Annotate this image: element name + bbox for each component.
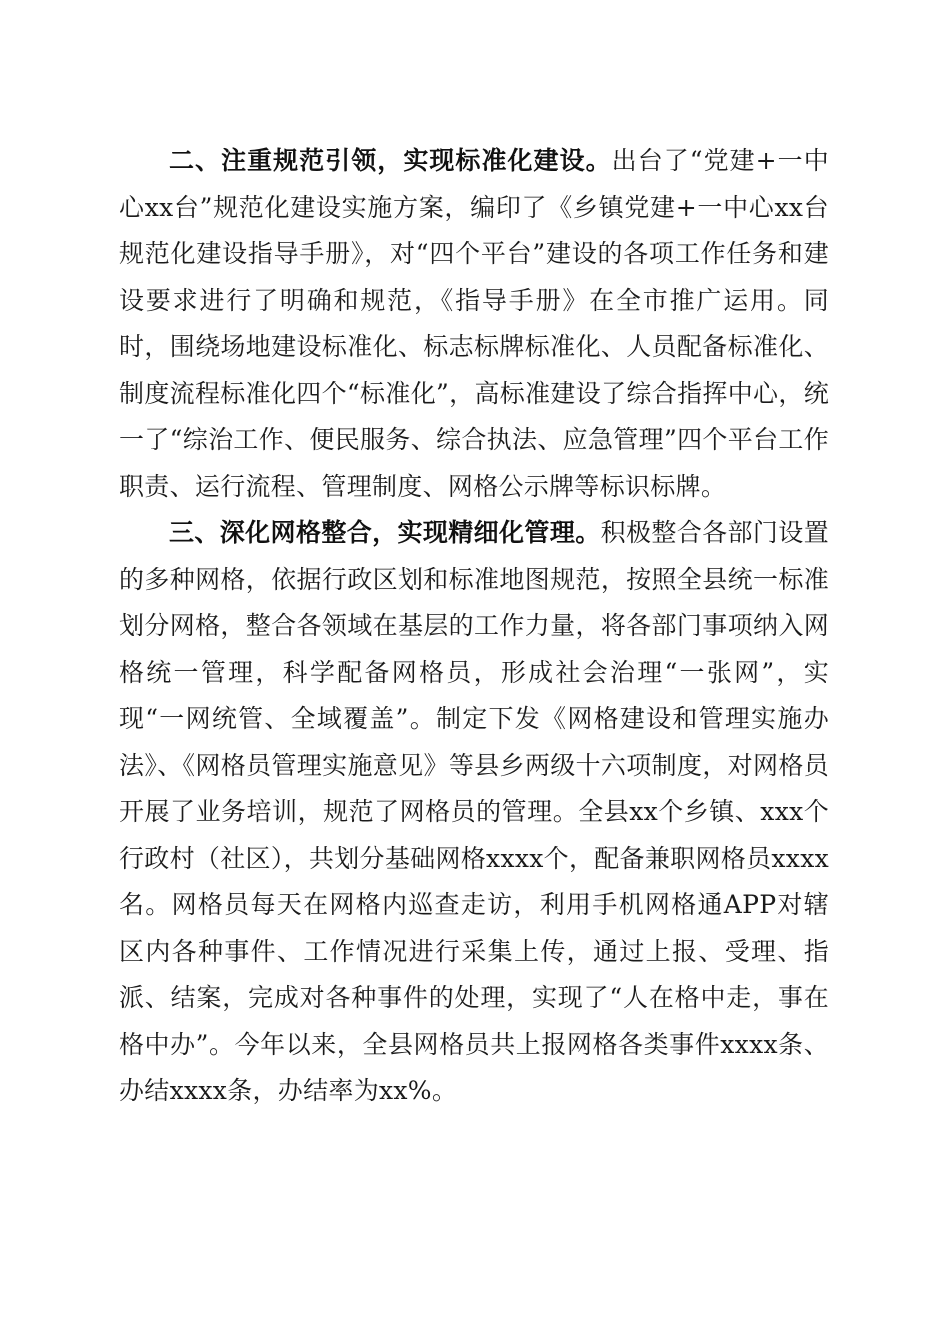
paragraph-grid-management (119, 510, 829, 1115)
paragraph-standardization (119, 138, 829, 510)
paragraph-heading: 二、注重规范引领，实现标准化建设。 (169, 146, 612, 175)
document-body (119, 138, 829, 1115)
paragraph-body: 出台了“党建+一中心xx台”规范化建设实施方案，编印了《乡镇党建+一中心xx台规范化建设指导手册》，对“四个平台”建设的各项工作任务和建设要求进行了明确和规范，《指导手册》在全市推广运用。同时，围绕场地建设标准化、标志标牌标准化、人员配备标准化、制度流程标准化四个“标准化”，高标准建设了综合指挥中心，统一了“综治工作、便民服务、综合执法、应急管理”四个平台工作职责、运行流程、管理制度、网格公示牌等标识标牌。 (119, 146, 829, 501)
paragraph-heading: 三、深化网格整合，实现精细化管理。 (169, 518, 601, 547)
paragraph-body: 积极整合各部门设置的多种网格，依据行政区划和标准地图规范，按照全县统一标准划分网格，整合各领域在基层的工作力量，将各部门事项纳入网格统一管理，科学配备网格员，形成社会治理“一张网”，实现“一网统管、全域覆盖”。制定下发《网格建设和管理实施办法》、《网格员管理实施意见》等县乡两级十六项制度，对网格员开展了业务培训，规范了网格员的管理。全县xx个乡镇、xxx个行政村（社区），共划分基础网格xxxx个，配备兼职网格员xxxx名。网格员每天在网格内巡查走访，利用手机网格通APP对辖区内各种事件、工作情况进行采集上传，通过上报、受理、指派、结案，完成对各种事件的处理，实现了“人在格中走，事在格中办”。今年以来，全县网格员共上报网格各类事件xxxx条、办结xxxx条，办结率为xx%。 (119, 518, 829, 1105)
